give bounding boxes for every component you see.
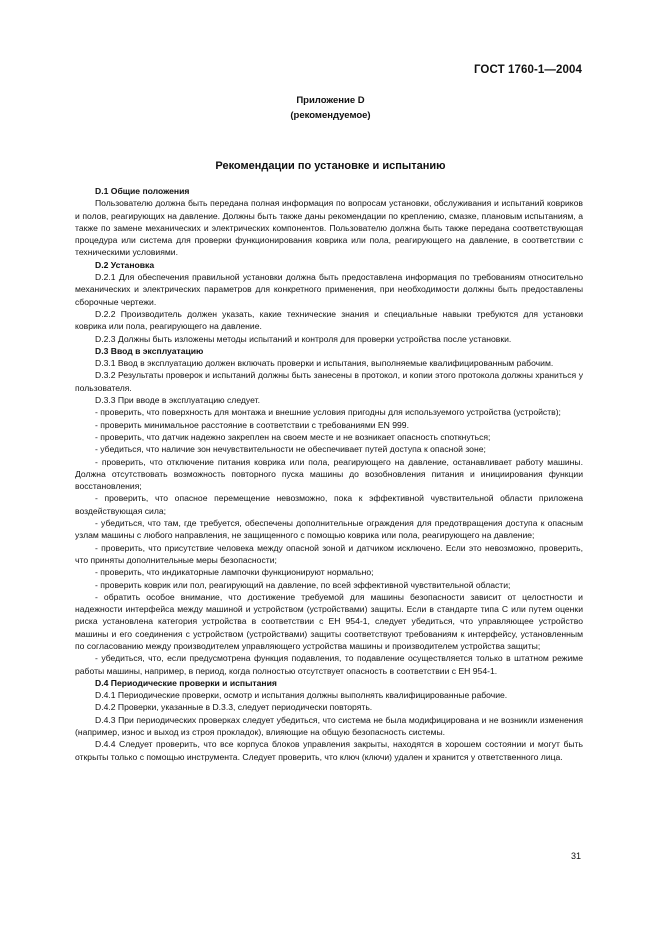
- section-heading: D.3 Ввод в эксплуатацию: [95, 345, 204, 356]
- paragraph: D.3.3 При вводе в эксплуатацию следует.: [95, 395, 260, 406]
- paragraph: D.2.2 Производитель должен указать, какие технические знания и специальные навыки требуются для установки коврика или пола, реагирующего на давление.: [75, 308, 583, 332]
- paragraph: - проверить, что поверхность для монтажа и внешние условия пригодны для используемого устройства (устройств);: [95, 407, 561, 418]
- paragraph: D.4.4 Следует проверить, что все корпуса блоков управления закрыты, находятся в хорошем состоянии и могут быть открыты только с помощью инструмента. Следует проверить, что ключ (ключи) удален и хранится у ответственного лица.: [75, 739, 583, 762]
- annex-status: (рекомендуемое): [290, 110, 371, 121]
- section-heading: D.4 Периодические проверки и испытания: [95, 677, 277, 688]
- section-heading: D.1 Общие положения: [95, 186, 190, 196]
- paragraph: - проверить, что датчик надежно закреплен на своем месте и не возникает опасность споткнуться;: [95, 431, 491, 442]
- document-title: Рекомендации по установке и испытанию: [215, 160, 446, 172]
- paragraph: - убедиться, что наличие зон нечувствительности не обеспечивает путей доступа к опасной зоне;: [95, 444, 486, 455]
- paragraph: - проверить коврик или пол, реагирующий на давление, по всей эффективной чувствительной области;: [95, 579, 511, 590]
- annex-title: Приложение D: [296, 95, 365, 106]
- paragraph: D.4.2 Проверки, указанные в D.3.3, следует периодически повторять.: [95, 702, 373, 713]
- paragraph: - проверить, что индикаторные лампочки функционируют нормально;: [95, 567, 374, 578]
- paragraph: - проверить, что опасное перемещение невозможно, пока к эффективной чувствительной области приложена воздействующая сила;: [75, 493, 583, 516]
- paragraph: D.2.1 Для обеспечения правильной установки должна быть предоставлена информация по требованиям относительно механических и электрических параметров для конкретного применения, при необходимости должны быть предоставлены сборочные чертежи.: [75, 272, 583, 307]
- page-number: 31: [570, 851, 581, 861]
- paragraph: D.4.1 Периодические проверки, осмотр и испытания должны выполнять квалифицированные рабочие.: [95, 690, 508, 701]
- paragraph: D.3.1 Ввод в эксплуатацию должен включать проверки и испытания, выполняемые квалифицированным рабочим.: [95, 358, 554, 369]
- paragraph: - проверить, что присутствие человека между опасной зоной и датчиком исключено. Если это невозможно, проверить, что приняты дополнительные меры безопасности;: [75, 542, 583, 565]
- document-body: [75, 185, 583, 763]
- paragraph: - проверить минимальное расстояние в соответствии с требованиями EN 999.: [95, 419, 409, 430]
- paragraph: D.3.2 Результаты проверок и испытаний должны быть занесены в протокол, и копии этого протокола должны храниться у пользователя.: [75, 370, 583, 393]
- paragraph: - проверить, что отключение питания коврика или пола, реагирующего на давление, останавливает работу машины. Должна отсутствовать возможность повторного пуска машины до возобновления питания и инициирования функции восстановления;: [75, 456, 583, 492]
- section-heading: D.2 Установка: [95, 259, 155, 270]
- paragraph: D.2.3 Должны быть изложены методы испытаний и контроля для проверки устройства после установки.: [95, 333, 512, 344]
- paragraph: Пользователю должна быть передана полная информация по вопросам установки, обслуживания и испытаний ковриков и полов, реагирующих на давление. Должны быть также даны рекомендации по креплению, смазке, плановым испытаниям, а также по замене механических и электрических компонентов. Пользователю должна быть также передана соответствующая процедура или система для проверки функционирования коврика или пола, реагирующего на давление, в соответствии с техническими условиями.: [75, 198, 583, 258]
- paragraph: D.4.3 При периодических проверках следует убедиться, что система не была модифицирована и не возникли изменения (например, износ и выход из строя прокладок), влияющие на общую безопасность системы.: [75, 714, 583, 738]
- standard-code: ГОСТ 1760-1—2004: [473, 64, 582, 76]
- paragraph: - обратить особое внимание, что достижение требуемой для машины безопасности зависит от целостности и надежности интерфейса между машиной и устройством (устройствами) защиты. Если в стандарте типа С или путем оценки риска установлена категория устройства в соответствии с ЕН 954-1, следует убедиться, что управляющее устройство машины и его соединения с устройством (устройствами) защиты соответствуют требованиям к интерфейсу, установленным по согласованию между производителем управляющего устройства машины и производителем устройства защиты;: [75, 591, 583, 651]
- paragraph: - убедиться, что, если предусмотрена функция подавления, то подавление осуществляется только в штатном режиме работы машины, например, в период, когда полностью отсутствует опасность в соответствии с ЕН 954-1.: [75, 653, 583, 676]
- paragraph: - убедиться, что там, где требуется, обеспечены дополнительные ограждения для предотвращения доступа к опасным узлам машины с любого направления, не защищенного с помощью коврика или пола, реагирующего на давление;: [75, 518, 583, 541]
